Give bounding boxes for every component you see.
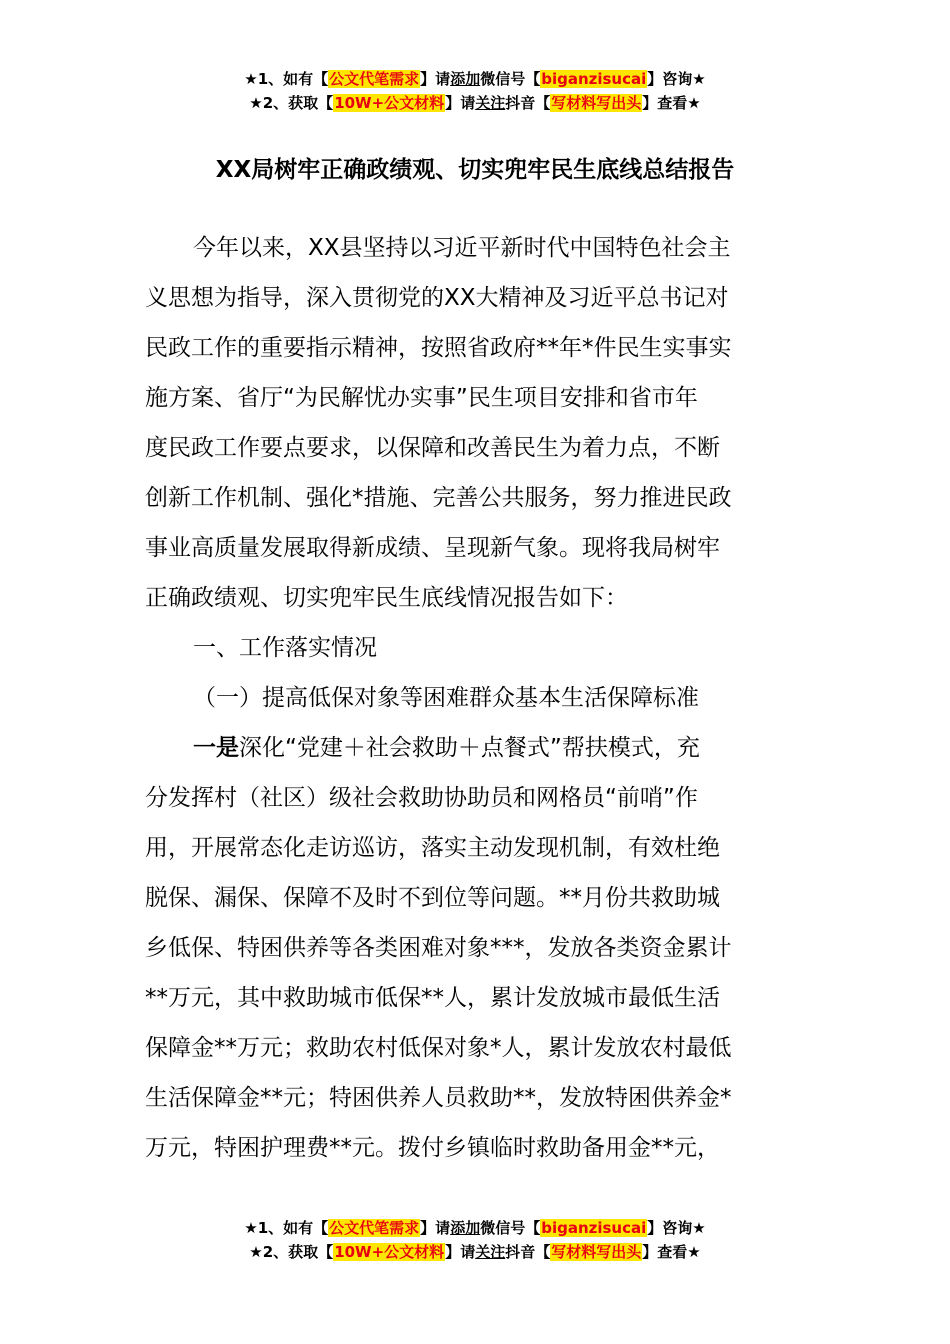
paragraph-intro-cont xyxy=(145,273,805,623)
banner-text: 微信号【 xyxy=(480,70,541,88)
text-line: 脱保、漏保、保障不及时不到位等问题。**月份共救助城 xyxy=(145,885,720,911)
paragraph-measure-1-cont xyxy=(145,773,805,1173)
text-line: 用，开展常态化走访巡访，落实主动发现机制，有效杜绝 xyxy=(145,835,720,861)
document-title: XX局树牢正确政绩观、切实兜牢民生底线总结报告 xyxy=(215,157,735,183)
text-line: 分发挥村（社区）级社会救助协助员和网格员“前哨”作 xyxy=(145,785,698,811)
banner-text: ★1、如有【 xyxy=(244,70,329,88)
paragraph-measure-1 xyxy=(145,723,805,773)
banner-text: 】请 xyxy=(445,1243,476,1261)
highlight-service: 公文代笔需求 xyxy=(329,1219,420,1237)
paragraph-intro xyxy=(145,223,805,273)
banner-text: 】查看★ xyxy=(642,1243,701,1261)
highlight-douyin-id: 写材料写出头 xyxy=(551,94,642,112)
banner-text: ★1、如有【 xyxy=(244,1219,329,1237)
text-line: **万元，其中救助城市低保**人，累计发放城市最低生活 xyxy=(145,985,720,1011)
banner-text: 抖音【 xyxy=(505,1243,551,1261)
highlight-service: 公文代笔需求 xyxy=(329,70,420,88)
underlined-text: 添加 xyxy=(450,1219,481,1237)
banner-text: 】请 xyxy=(420,70,451,88)
underlined-text: 关注 xyxy=(475,1243,506,1261)
top-banner xyxy=(0,67,950,115)
banner-text: 】请 xyxy=(445,94,476,112)
text-line: 事业高质量发展取得新成绩、呈现新气象。现将我局树牢 xyxy=(145,535,720,561)
bottom-banner xyxy=(0,1216,950,1264)
text-line: 施方案、省厅“为民解忧办实事”民生项目安排和省市年 xyxy=(145,385,698,411)
underlined-text: 添加 xyxy=(450,70,481,88)
document-body xyxy=(145,223,805,1173)
banner-text: 】查看★ xyxy=(642,94,701,112)
text-line: 创新工作机制、强化*措施、完善公共服务，努力推进民政 xyxy=(145,485,732,511)
highlight-douyin-id: 写材料写出头 xyxy=(551,1243,642,1261)
section-heading-2: （一）提高低保对象等困难群众基本生活保障标准 xyxy=(193,685,699,711)
lead-marker: 一是 xyxy=(193,735,239,761)
banner-line-2 xyxy=(0,1240,950,1264)
highlight-wechat-id: biganzisucai xyxy=(541,1219,647,1237)
banner-line-2 xyxy=(0,91,950,115)
banner-text: 抖音【 xyxy=(505,94,551,112)
section-heading-1: 一、工作落实情况 xyxy=(193,635,377,661)
banner-line-1 xyxy=(0,1216,950,1240)
text-line: 民政工作的重要指示精神，按照省政府**年*件民生实事实 xyxy=(145,335,732,361)
text-line: 生活保障金**元；特困供养人员救助**，发放特困供养金* xyxy=(145,1085,732,1111)
highlight-wechat-id: biganzisucai xyxy=(541,70,647,88)
text-line: 深化“党建＋社会救助＋点餐式”帮扶模式，充 xyxy=(239,735,700,761)
banner-line-1 xyxy=(0,67,950,91)
text-line: 万元，特困护理费**元。拨付乡镇临时救助备用金**元， xyxy=(145,1135,720,1161)
text-line: 保障金**万元；救助农村低保对象*人，累计发放农村最低 xyxy=(145,1035,732,1061)
banner-text: 微信号【 xyxy=(480,1219,541,1237)
highlight-materials: 10W+公文材料 xyxy=(334,94,445,112)
banner-text: ★2、获取【 xyxy=(249,1243,334,1261)
text-line: 正确政绩观、切实兜牢民生底线情况报告如下： xyxy=(145,585,628,611)
text-line: 度民政工作要点要求，以保障和改善民生为着力点，不断 xyxy=(145,435,720,461)
underlined-text: 关注 xyxy=(475,94,506,112)
banner-text: ★2、获取【 xyxy=(249,94,334,112)
text-line: 今年以来，XX县坚持以习近平新时代中国特色社会主 xyxy=(193,235,731,261)
banner-text: 】请 xyxy=(420,1219,451,1237)
text-line: 乡低保、特困供养等各类困难对象***，发放各类资金累计 xyxy=(145,935,732,961)
banner-text: 】咨询★ xyxy=(647,70,706,88)
highlight-materials: 10W+公文材料 xyxy=(334,1243,445,1261)
banner-text: 】咨询★ xyxy=(647,1219,706,1237)
text-line: 义思想为指导，深入贯彻党的XX大精神及习近平总书记对 xyxy=(145,285,729,311)
